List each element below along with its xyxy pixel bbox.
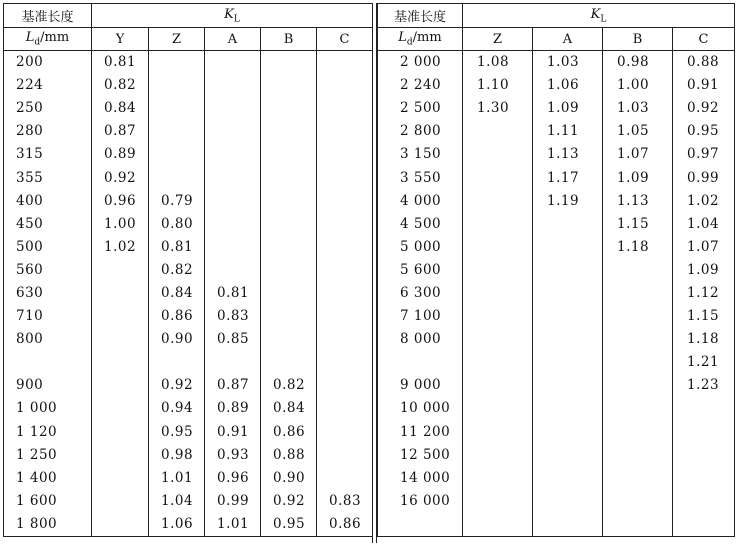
factor-cell (317, 143, 373, 166)
factor-cell (205, 236, 261, 259)
table-row (4, 51, 373, 75)
factor-cell (673, 467, 735, 490)
factor-cell: 1.07 (603, 143, 673, 166)
table-row (378, 374, 735, 397)
factor-cell (673, 421, 735, 444)
factor-cell: 1.06 (533, 74, 603, 97)
factor-cell: 1.13 (533, 143, 603, 166)
length-cell: 6 300 (378, 282, 463, 305)
factor-cell: 1.09 (673, 259, 735, 282)
factor-cell (92, 328, 149, 351)
factor-cell: 0.98 (149, 444, 205, 467)
factor-cell (533, 397, 603, 420)
factor-cell (205, 74, 261, 97)
factor-cell: 1.21 (673, 351, 735, 374)
length-cell: 3 550 (378, 166, 463, 189)
factor-cell: 1.03 (603, 97, 673, 120)
length-cell: 16 000 (378, 490, 463, 513)
column-header-c: C (317, 28, 373, 51)
table-row (378, 397, 735, 420)
length-cell (378, 513, 463, 537)
factor-cell (261, 120, 317, 143)
factor-cell (317, 397, 373, 420)
factor-cell (533, 374, 603, 397)
factor-cell: 0.90 (149, 328, 205, 351)
factor-cell (603, 490, 673, 513)
table-row (378, 305, 735, 328)
factor-cell (261, 259, 317, 282)
table-row (378, 351, 735, 374)
factor-cell (92, 282, 149, 305)
factor-cell: 1.04 (149, 490, 205, 513)
length-cell: 12 500 (378, 444, 463, 467)
factor-cell (261, 213, 317, 236)
factor-cell (92, 374, 149, 397)
table-row (378, 467, 735, 490)
factor-cell: 1.00 (92, 213, 149, 236)
table-row (378, 444, 735, 467)
factor-cell (317, 305, 373, 328)
factor-cell (92, 421, 149, 444)
factor-cell (533, 328, 603, 351)
factor-cell: 1.04 (673, 213, 735, 236)
factor-cell (603, 328, 673, 351)
factor-cell: 0.85 (205, 328, 261, 351)
length-cell: 1 800 (4, 513, 92, 537)
factor-cell: 0.88 (261, 444, 317, 467)
factor-cell (261, 305, 317, 328)
factor-cell (149, 166, 205, 189)
factor-cell: 0.92 (261, 490, 317, 513)
factor-cell (205, 166, 261, 189)
right-table (377, 3, 735, 537)
factor-cell (463, 374, 533, 397)
factor-cell (205, 120, 261, 143)
factor-cell: 1.30 (463, 97, 533, 120)
length-cell: 1 250 (4, 444, 92, 467)
factor-cell: 1.13 (603, 190, 673, 213)
length-cell: 11 200 (378, 421, 463, 444)
factor-cell: 0.83 (205, 305, 261, 328)
length-cell: 500 (4, 236, 92, 259)
factor-cell: 0.80 (149, 213, 205, 236)
factor-cell (205, 351, 261, 374)
factor-cell: 0.84 (92, 97, 149, 120)
factor-cell (317, 97, 373, 120)
length-cell: 224 (4, 74, 92, 97)
factor-cell (149, 120, 205, 143)
table-row (378, 190, 735, 213)
kl-header: $K_L$ (463, 4, 735, 28)
factor-cell (205, 51, 261, 75)
factor-cell (603, 259, 673, 282)
factor-cell (317, 190, 373, 213)
factor-cell: 0.86 (149, 305, 205, 328)
factor-cell (261, 97, 317, 120)
factor-cell (317, 282, 373, 305)
factor-cell (317, 467, 373, 490)
factor-cell (261, 236, 317, 259)
factor-cell: 0.82 (149, 259, 205, 282)
table-row (378, 259, 735, 282)
table-row (378, 513, 735, 537)
table-row (4, 259, 373, 282)
factor-cell: 1.01 (205, 513, 261, 537)
factor-cell: 0.96 (205, 467, 261, 490)
table-row (4, 328, 373, 351)
belt-length-factor-table (3, 3, 734, 543)
factor-cell (317, 421, 373, 444)
factor-cell (92, 351, 149, 374)
table-row (4, 467, 373, 490)
factor-cell: 0.94 (149, 397, 205, 420)
length-cell (4, 351, 92, 374)
factor-cell (261, 143, 317, 166)
table-row (4, 166, 373, 189)
length-cell: 1 400 (4, 467, 92, 490)
factor-cell: 0.83 (317, 490, 373, 513)
factor-cell: 1.18 (673, 328, 735, 351)
factor-cell (463, 351, 533, 374)
factor-cell: 0.79 (149, 190, 205, 213)
length-cell: 280 (4, 120, 92, 143)
factor-cell (673, 444, 735, 467)
factor-cell (317, 328, 373, 351)
table-row (378, 328, 735, 351)
table-row (378, 51, 735, 75)
length-cell: 450 (4, 213, 92, 236)
factor-cell (317, 74, 373, 97)
length-cell: 710 (4, 305, 92, 328)
column-header-a: A (205, 28, 261, 51)
length-cell: 7 100 (378, 305, 463, 328)
factor-cell: 0.96 (92, 190, 149, 213)
factor-cell (261, 282, 317, 305)
factor-cell (603, 351, 673, 374)
table-row (4, 374, 373, 397)
table-row (4, 513, 373, 537)
factor-cell: 0.84 (261, 397, 317, 420)
factor-cell: 0.87 (205, 374, 261, 397)
table-row (4, 74, 373, 97)
factor-cell (463, 120, 533, 143)
factor-cell: 0.87 (92, 120, 149, 143)
factor-cell (317, 166, 373, 189)
factor-cell: 1.06 (149, 513, 205, 537)
table-row (4, 444, 373, 467)
factor-cell (463, 421, 533, 444)
factor-cell (261, 328, 317, 351)
factor-cell (463, 213, 533, 236)
factor-cell (317, 444, 373, 467)
factor-cell (463, 236, 533, 259)
factor-cell (205, 213, 261, 236)
length-cell: 4 000 (378, 190, 463, 213)
factor-cell: 1.02 (673, 190, 735, 213)
factor-cell: 1.18 (603, 236, 673, 259)
factor-cell (463, 397, 533, 420)
factor-cell: 1.05 (603, 120, 673, 143)
factor-cell: 0.92 (149, 374, 205, 397)
factor-cell (317, 51, 373, 75)
factor-cell: 1.09 (603, 166, 673, 189)
factor-cell (463, 328, 533, 351)
table-row (378, 74, 735, 97)
table-row (4, 282, 373, 305)
factor-cell: 1.15 (673, 305, 735, 328)
factor-cell: 0.97 (673, 143, 735, 166)
length-cell: 1 000 (4, 397, 92, 420)
length-cell: 315 (4, 143, 92, 166)
factor-cell (317, 213, 373, 236)
factor-cell: 1.03 (533, 51, 603, 75)
factor-cell (261, 166, 317, 189)
factor-cell: 0.81 (149, 236, 205, 259)
length-cell: 200 (4, 51, 92, 75)
factor-cell (317, 374, 373, 397)
factor-cell (673, 513, 735, 537)
factor-cell (533, 213, 603, 236)
table-row (4, 490, 373, 513)
length-cell: 8 000 (378, 328, 463, 351)
factor-cell (603, 282, 673, 305)
table-row (378, 236, 735, 259)
factor-cell: 1.11 (533, 120, 603, 143)
ld-unit-header: $L_d/mm$ (4, 28, 92, 51)
factor-cell: 1.17 (533, 166, 603, 189)
factor-cell (149, 74, 205, 97)
factor-cell (673, 490, 735, 513)
table-row (4, 351, 373, 374)
factor-cell (92, 467, 149, 490)
factor-cell: 0.86 (261, 421, 317, 444)
length-cell: 9 000 (378, 374, 463, 397)
table-row (4, 143, 373, 166)
factor-cell (603, 421, 673, 444)
factor-cell (205, 143, 261, 166)
factor-cell: 0.90 (261, 467, 317, 490)
factor-cell (261, 190, 317, 213)
factor-cell (92, 397, 149, 420)
factor-cell: 1.23 (673, 374, 735, 397)
factor-cell (533, 282, 603, 305)
factor-cell: 0.95 (673, 120, 735, 143)
length-cell: 2 800 (378, 120, 463, 143)
length-cell: 630 (4, 282, 92, 305)
factor-cell (317, 236, 373, 259)
factor-cell (533, 351, 603, 374)
factor-cell (317, 259, 373, 282)
kl-header: $K_L$ (92, 4, 373, 28)
factor-cell (603, 513, 673, 537)
factor-cell (149, 351, 205, 374)
factor-cell (673, 397, 735, 420)
factor-cell (92, 513, 149, 537)
column-header-z: Z (149, 28, 205, 51)
factor-cell (533, 305, 603, 328)
length-cell: 3 150 (378, 143, 463, 166)
factor-cell (533, 421, 603, 444)
factor-cell (463, 166, 533, 189)
length-cell: 1 120 (4, 421, 92, 444)
factor-cell (463, 467, 533, 490)
length-cell: 10 000 (378, 397, 463, 420)
factor-cell (603, 444, 673, 467)
factor-cell (205, 190, 261, 213)
table-row (4, 120, 373, 143)
table-row (378, 143, 735, 166)
left-table (3, 3, 373, 537)
factor-cell (261, 351, 317, 374)
table-row (4, 397, 373, 420)
table-row (4, 190, 373, 213)
table-row (4, 97, 373, 120)
factor-cell (533, 259, 603, 282)
table-row (4, 213, 373, 236)
factor-cell (205, 97, 261, 120)
factor-cell: 1.01 (149, 467, 205, 490)
factor-cell: 1.19 (533, 190, 603, 213)
factor-cell (533, 490, 603, 513)
factor-cell: 0.95 (261, 513, 317, 537)
column-header-c: C (673, 28, 735, 51)
factor-cell (261, 51, 317, 75)
table-row (378, 120, 735, 143)
factor-cell (463, 305, 533, 328)
factor-cell: 0.86 (317, 513, 373, 537)
factor-cell (463, 490, 533, 513)
factor-cell: 0.91 (205, 421, 261, 444)
table-row (4, 236, 373, 259)
factor-cell (92, 444, 149, 467)
factor-cell: 1.00 (603, 74, 673, 97)
factor-cell: 1.08 (463, 51, 533, 75)
length-cell (378, 351, 463, 374)
length-cell: 400 (4, 190, 92, 213)
length-cell: 2 240 (378, 74, 463, 97)
table-row (378, 166, 735, 189)
factor-cell (463, 143, 533, 166)
factor-cell (603, 397, 673, 420)
length-cell: 250 (4, 97, 92, 120)
factor-cell: 0.84 (149, 282, 205, 305)
length-cell: 560 (4, 259, 92, 282)
factor-cell: 1.12 (673, 282, 735, 305)
factor-cell (533, 444, 603, 467)
factor-cell (533, 467, 603, 490)
factor-cell: 0.89 (205, 397, 261, 420)
factor-cell (92, 259, 149, 282)
factor-cell (603, 467, 673, 490)
factor-cell: 0.81 (92, 51, 149, 75)
factor-cell (149, 97, 205, 120)
factor-cell: 1.02 (92, 236, 149, 259)
factor-cell: 1.07 (673, 236, 735, 259)
length-cell: 1 600 (4, 490, 92, 513)
factor-cell: 0.89 (92, 143, 149, 166)
factor-cell: 1.09 (533, 97, 603, 120)
factor-cell (463, 259, 533, 282)
factor-cell (149, 143, 205, 166)
table-row (378, 97, 735, 120)
factor-cell (463, 190, 533, 213)
factor-cell: 0.82 (261, 374, 317, 397)
ld-unit-header: $L_d/mm$ (378, 28, 463, 51)
column-header-a: A (533, 28, 603, 51)
factor-cell (317, 120, 373, 143)
factor-cell (149, 51, 205, 75)
factor-cell: 0.92 (673, 97, 735, 120)
length-cell: 4 500 (378, 213, 463, 236)
base-length-header: 基准长度 (378, 4, 463, 28)
length-cell: 355 (4, 166, 92, 189)
length-cell: 2 500 (378, 97, 463, 120)
table-row (4, 421, 373, 444)
length-cell: 5 000 (378, 236, 463, 259)
column-header-b: B (261, 28, 317, 51)
factor-cell (92, 305, 149, 328)
table-row (4, 305, 373, 328)
table-row (378, 282, 735, 305)
factor-cell (463, 444, 533, 467)
table-row (378, 490, 735, 513)
factor-cell: 0.99 (673, 166, 735, 189)
factor-cell: 0.95 (149, 421, 205, 444)
factor-cell: 0.92 (92, 166, 149, 189)
column-header-b: B (603, 28, 673, 51)
factor-cell (92, 490, 149, 513)
length-cell: 5 600 (378, 259, 463, 282)
length-cell: 800 (4, 328, 92, 351)
factor-cell (533, 236, 603, 259)
length-cell: 14 000 (378, 467, 463, 490)
left-table-body (4, 51, 373, 537)
table-row (378, 213, 735, 236)
factor-cell: 1.15 (603, 213, 673, 236)
factor-cell (261, 74, 317, 97)
length-cell: 2 000 (378, 51, 463, 75)
factor-cell: 0.88 (673, 51, 735, 75)
factor-cell (463, 282, 533, 305)
factor-cell: 0.99 (205, 490, 261, 513)
table-row (378, 421, 735, 444)
factor-cell: 0.98 (603, 51, 673, 75)
base-length-header: 基准长度 (4, 4, 92, 28)
length-cell: 900 (4, 374, 92, 397)
factor-cell (603, 305, 673, 328)
factor-cell (205, 259, 261, 282)
factor-cell: 0.82 (92, 74, 149, 97)
factor-cell (317, 351, 373, 374)
right-table-body (378, 51, 735, 537)
factor-cell (603, 374, 673, 397)
factor-cell (533, 513, 603, 537)
column-header-y: Y (92, 28, 149, 51)
factor-cell: 1.10 (463, 74, 533, 97)
factor-cell: 0.81 (205, 282, 261, 305)
factor-cell (463, 513, 533, 537)
factor-cell: 0.91 (673, 74, 735, 97)
factor-cell: 0.93 (205, 444, 261, 467)
column-header-z: Z (463, 28, 533, 51)
